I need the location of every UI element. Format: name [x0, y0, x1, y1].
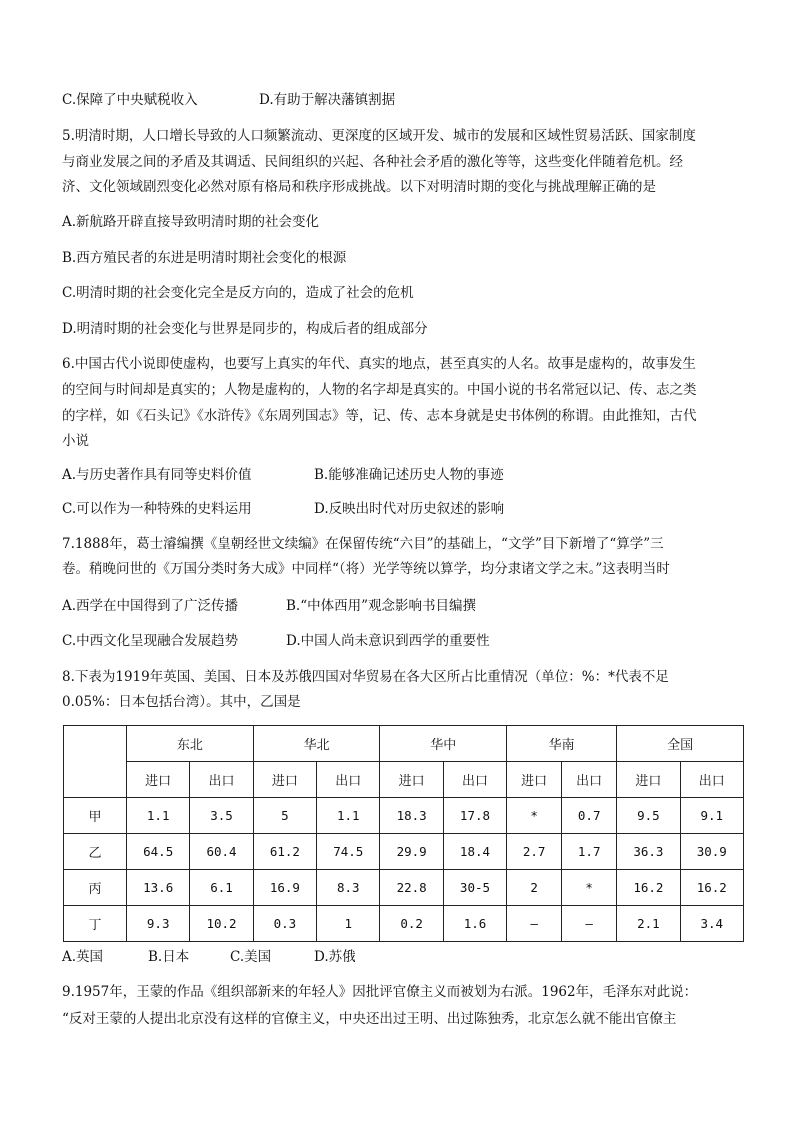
table-cell: 1.1	[127, 798, 190, 834]
table-cell: 1	[317, 906, 380, 942]
table-cell: 1.6	[443, 906, 506, 942]
table-corner-cell	[64, 726, 127, 798]
table-cell: 61.2	[253, 834, 316, 870]
table-cell: 6.1	[190, 870, 253, 906]
table-cell: 17.8	[443, 798, 506, 834]
q9-stem-line-1: 9.1957年，王蒙的作品《组织部新来的年轻人》因批评官僚主义而被划为右派。1962年，毛泽东对此说：	[62, 984, 698, 1000]
table-cell: 9.1	[680, 798, 743, 834]
table-cell: —	[562, 906, 617, 942]
q8-option-c: C.美国	[230, 949, 272, 965]
region-header: 华南	[507, 726, 617, 762]
table-cell: 22.8	[380, 870, 443, 906]
table-cell: 8.3	[317, 870, 380, 906]
table-cell: 9.5	[617, 798, 680, 834]
q8-stem-line-1: 8.下表为1919年英国、美国、日本及苏俄四国对华贸易在各大区所占比重情况（单位：%：*代表不足	[62, 669, 669, 685]
region-header: 全国	[617, 726, 744, 762]
table-cell: 16.2	[680, 870, 743, 906]
table-cell: 2.1	[617, 906, 680, 942]
table-header-row	[64, 726, 744, 762]
q5-option-d: D.明清时期的社会变化与世界是同步的，构成后者的组成部分	[62, 321, 428, 337]
q8-stem-line-2: 0.05%：日本包括台湾）。其中，乙国是	[62, 694, 301, 710]
import-header: 进口	[127, 762, 190, 798]
q5-option-b: B.西方殖民者的东进是明清时期社会变化的根源	[62, 250, 347, 266]
table-cell: 0.7	[562, 798, 617, 834]
table-cell: 3.5	[190, 798, 253, 834]
table-cell: 64.5	[127, 834, 190, 870]
export-header: 出口	[317, 762, 380, 798]
table-cell: 60.4	[190, 834, 253, 870]
q4-option-c: C.保障了中央赋税收入	[62, 92, 198, 108]
q5-stem-line-1: 5.明清时期，人口增长导致的人口频繁流动、更深度的区域开发、城市的发展和区域性贸易活跃、国家制度	[62, 128, 696, 144]
trade-table	[63, 725, 744, 942]
table-cell: 74.5	[317, 834, 380, 870]
import-header: 进口	[380, 762, 443, 798]
table-cell: 0.3	[253, 906, 316, 942]
export-header: 出口	[443, 762, 506, 798]
q6-option-b: B.能够准确记述历史人物的事迹	[314, 467, 504, 483]
row-label: 乙	[64, 834, 127, 870]
table-cell: —	[507, 906, 562, 942]
table-cell: 3.4	[680, 906, 743, 942]
q7-option-a: A.西学在中国得到了广泛传播	[62, 598, 239, 614]
table-subheader-row	[64, 762, 744, 798]
export-header: 出口	[562, 762, 617, 798]
q6-option-c: C.可以作为一种特殊的史料运用	[62, 501, 252, 517]
row-label: 丁	[64, 906, 127, 942]
q7-option-b: B.“中体西用”观念影响书目编撰	[286, 598, 477, 614]
table-cell: 30.9	[680, 834, 743, 870]
q6-stem-line-4: 小说	[62, 433, 89, 449]
table-cell: *	[562, 870, 617, 906]
q8-option-d: D.苏俄	[314, 949, 356, 965]
import-header: 进口	[253, 762, 316, 798]
q5-stem-line-3: 济、文化领域剧烈变化必然对原有格局和秩序形成挑战。以下对明清时期的变化与挑战理解正确的是	[62, 179, 656, 195]
table-cell: 18.4	[443, 834, 506, 870]
q8-option-b: B.日本	[148, 949, 190, 965]
table-cell: 16.9	[253, 870, 316, 906]
q5-option-c: C.明清时期的社会变化完全是反方向的，造成了社会的危机	[62, 285, 414, 301]
row-label: 甲	[64, 798, 127, 834]
table-cell: 5	[253, 798, 316, 834]
region-header: 东北	[127, 726, 254, 762]
table-row	[64, 906, 744, 942]
table-row	[64, 870, 744, 906]
region-header: 华北	[253, 726, 380, 762]
q4-option-d: D.有助于解决藩镇割据	[259, 92, 396, 108]
import-header: 进口	[617, 762, 680, 798]
table-cell: 2	[507, 870, 562, 906]
table-cell: 10.2	[190, 906, 253, 942]
region-header: 华中	[380, 726, 507, 762]
table-cell: 18.3	[380, 798, 443, 834]
row-label: 丙	[64, 870, 127, 906]
import-header: 进口	[507, 762, 562, 798]
table-cell: 0.2	[380, 906, 443, 942]
table-cell: *	[507, 798, 562, 834]
table-row	[64, 834, 744, 870]
export-header: 出口	[190, 762, 253, 798]
q7-stem-line-2: 卷。稍晚问世的《万国分类时务大成》中同样“（将）光学等统以算学，均分隶诸文学之末。”这表明当时	[62, 561, 670, 577]
table-cell: 2.7	[507, 834, 562, 870]
q9-stem-line-2: “反对王蒙的人提出北京没有这样的官僚主义，中央还出过王明、出过陈独秀，北京怎么就不能出官僚主	[62, 1011, 677, 1027]
q7-option-d: D.中国人尚未意识到西学的重要性	[286, 633, 490, 649]
table-cell: 9.3	[127, 906, 190, 942]
q7-stem-line-1: 7.1888年，葛士濬编撰《皇朝经世文续编》在保留传统“六目”的基础上，“文学”目下新增了“算学”三	[62, 536, 664, 552]
table-cell: 1.7	[562, 834, 617, 870]
export-header: 出口	[680, 762, 743, 798]
table-cell: 30-5	[443, 870, 506, 906]
table-cell: 1.1	[317, 798, 380, 834]
q8-option-a: A.英国	[62, 949, 104, 965]
table-cell: 29.9	[380, 834, 443, 870]
q5-stem-line-2: 与商业发展之间的矛盾及其调适、民间组织的兴起、各种社会矛盾的激化等等，这些变化伴随着危机。经	[62, 154, 683, 170]
q7-option-c: C.中西文化呈现融合发展趋势	[62, 633, 239, 649]
q6-stem-line-2: 的空间与时间却是真实的；人物是虚构的，人物的名字却是真实的。中国小说的书名常冠以记、传、志之类	[62, 382, 697, 398]
table-cell: 36.3	[617, 834, 680, 870]
table-cell: 16.2	[617, 870, 680, 906]
table-cell: 13.6	[127, 870, 190, 906]
q6-stem-line-1: 6.中国古代小说即使虚构，也要写上真实的年代、真实的地点，甚至真实的人名。故事是虚构的，故事发生	[62, 356, 696, 372]
q6-stem-line-3: 的字样，如《石头记》《水浒传》《东周列国志》等，记、传、志本身就是史书体例的称谓。由此推知，古代	[62, 408, 697, 424]
table-row	[64, 798, 744, 834]
q6-option-a: A.与历史著作具有同等史料价值	[62, 467, 252, 483]
q6-option-d: D.反映出时代对历史叙述的影响	[314, 501, 505, 517]
q5-option-a: A.新航路开辟直接导致明清时期的社会变化	[62, 214, 320, 230]
